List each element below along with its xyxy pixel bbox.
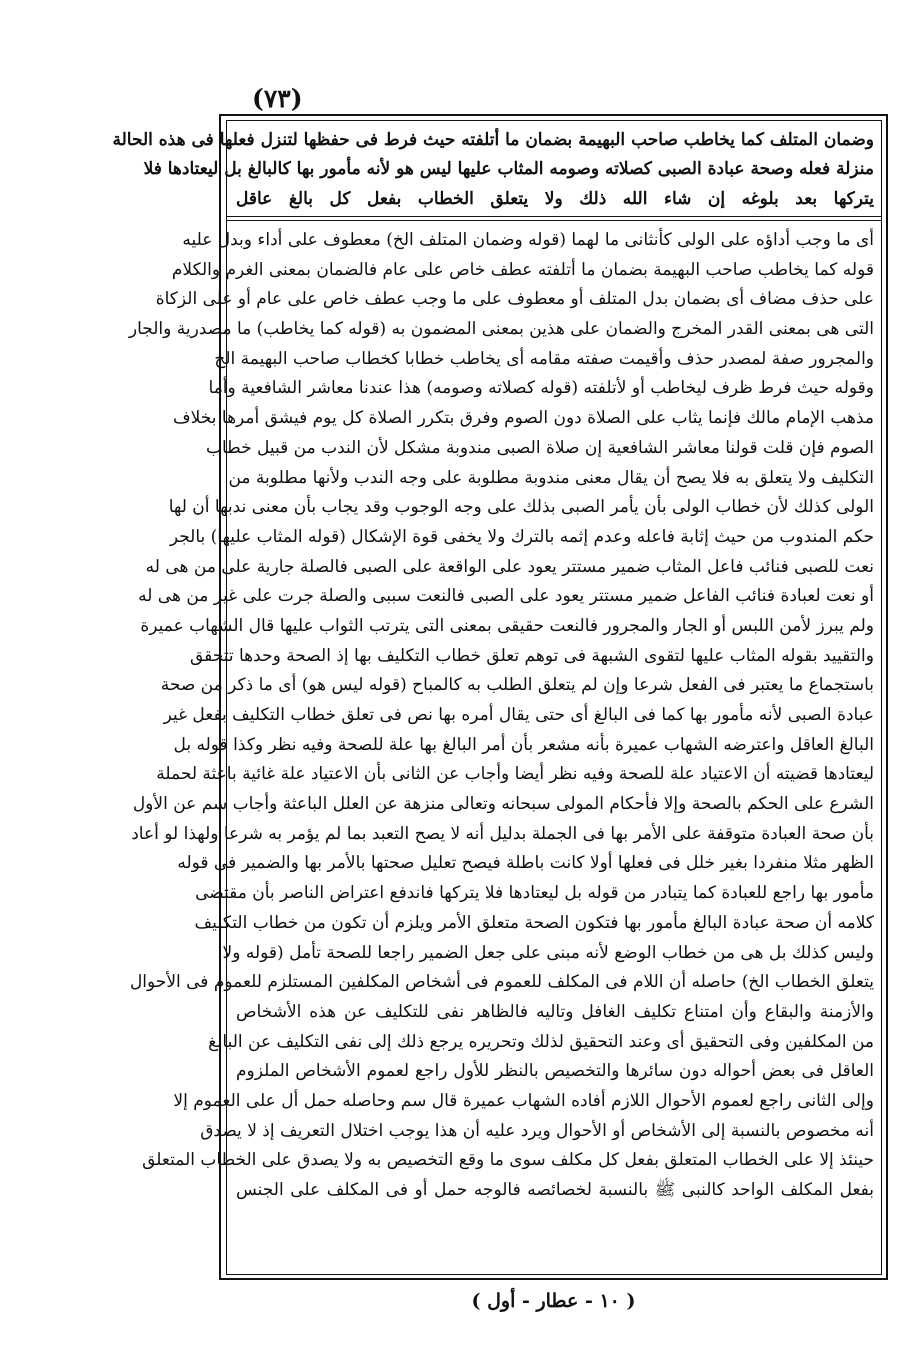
commentary-line: التكليف ولا يتعلق به فلا يصح أن يقال معنى مندوبة مطلوبة على وجه الندب ولأنها مطلوبة من xyxy=(228,467,874,488)
commentary-line: وقوله حيث فرط ظرف ليخاطب أو لأتلفته (قوله كصلاته وصومه) هذا عندنا معاشر الشافعية وأما xyxy=(208,378,874,399)
commentary-line: والتقييد بقوله المثاب عليها لتقوى الشبهة فى توهم تعلق خطاب التكليف بها إذ الصحة وحدها تتحقق xyxy=(189,645,874,666)
commentary-line: كلامه أن صحة عبادة البالغ مأمور بها فتكون الصحة متعلق الأمر ويلزم أن تكون من خطاب التكليف xyxy=(194,912,874,933)
commentary-text xyxy=(128,226,874,1235)
commentary-line: حينئذ إلا على الخطاب المتعلق بفعل كل مكلف سوى ما وقع التخصيص به ولا يصدق على الخطاب المتعلق xyxy=(142,1150,874,1171)
commentary-line: عبادة الصبى لأنه مأمور بها كما فى البالغ أى حتى يقال أمره بها نص فى تعلق خطاب التكليف بفعل غير xyxy=(163,705,874,725)
commentary-line: وليس كذلك بل هى من خطاب الوضع لأنه مبنى على جعل الضمير راجعا للصحة تأمل (قوله ولا xyxy=(222,942,874,963)
commentary-line: باستجماع ما يعتبر فى الفعل شرعا وإن لم يتعلق الطلب به كالمباح (قوله ليس هو) أى ما ذكر من صحة xyxy=(160,675,874,696)
commentary-line: الصوم فإن قلت قولنا معاشر الشافعية إن صلاة الصبى مندوبة مشكل لأن الندب من قبيل خطاب xyxy=(205,437,874,458)
commentary-line: على حذف مضاف أى بضمان بدل المتلف أو معطوف على ما وجب عطف خاص على عام أو على الزكاة xyxy=(155,289,874,310)
section-divider xyxy=(226,216,882,217)
section-divider xyxy=(226,220,882,221)
main-text-line: وضمان المتلف كما يخاطب صاحب البهيمة بضمان ما أتلفته حيث فرط فى حفظها لتنزل فعلها فى هذه الحالة xyxy=(112,130,874,150)
commentary-line: بفعل المكلف الواحد كالنبى ﷺ بالنسبة لخصائصه فالوجه حمل أو فى المكلف على الجنس xyxy=(236,1180,874,1200)
commentary-line: الولى كذلك لأن خطاب الولى بأن يأمر الصبى بذلك على وجه الوجوب وقد يجاب بأن معنى ندبها أن لها xyxy=(168,497,874,518)
commentary-line: نعت للصبى فنائب فاعل المثاب ضمير مستتر يعود على الواقعة على الصبى فالصلة جارية على من هى له xyxy=(145,556,874,577)
commentary-line: قوله كما يخاطب صاحب البهيمة بضمان ما أتلفته عطف خاص على عام فالضمان بمعنى الغرم والكلام xyxy=(171,259,874,280)
commentary-line: أنه مخصوص بالنسبة إلى الأشخاص أو الأحوال ويرد عليه أن هذا يوجب اختلال التعريف إذ لا يصدق xyxy=(200,1120,874,1141)
commentary-line: الشرع على الحكم بالصحة وإلا فأحكام المولى سبحانه وتعالى منزهة عن العلل الباعثة وأجاب سم عن الأول xyxy=(132,794,874,815)
page-footer-signature: ( ١٠ - عطار - أول ) xyxy=(471,1290,636,1312)
commentary-line: حكم المندوب من حيث إثابة فاعله وعدم إثمه بالترك ولا يخفى قوة الإشكال (قوله المثاب عليها) بالجر xyxy=(169,526,874,547)
main-text-line: يتركها بعد بلوغه إن شاء الله ذلك ولا يتعلق الخطاب بفعل كل بالغ عاقل xyxy=(236,188,874,209)
commentary-line: مذهب الإمام مالك فإنما يثاب على الصلاة دون الصوم وفرق بتكرر الصلاة كل يوم فيشق أمرها بخلاف xyxy=(173,408,874,429)
commentary-line: بأن صحة العبادة متوقفة على الأمر بها فى الجملة بدليل أنه لا يصح التعبد بما لم يؤمر به شرعا ولهذا لو أعاد xyxy=(131,823,874,844)
commentary-line: التى هى بمعنى القدر المخرج والضمان على هذين بمعنى المضمون به (قوله كما يخاطب) ما مصدرية والجار xyxy=(128,319,874,340)
commentary-line xyxy=(236,1206,874,1236)
main-text xyxy=(112,126,874,214)
commentary-line: والمجرور صفة لمصدر حذف وأقيمت صفته مقامه أى يخاطب خطابا كخطاب صاحب البهيمة الخ xyxy=(214,348,874,369)
commentary-line: أو نعت لعبادة فنائب الفاعل ضمير مستتر يعود على الصبى فالنعت سببى والصلة جرت على غير من هى له xyxy=(138,586,874,607)
commentary-line: أى ما وجب أداؤه على الولى كأنثانى ما لهما (قوله وضمان المتلف الخ) معطوف على أداء وبدل عليه xyxy=(182,230,874,250)
commentary-line: والأزمنة والبقاع وأن امتناع تكليف الغافل وتاليه فالظاهر نفى للتكليف عن هذه الأشخاص xyxy=(236,1001,874,1022)
page-number: (۷۳) xyxy=(252,84,303,113)
commentary-line: العاقل فى بعض أحواله دون سائرها والتخصيص بالنظر للأول راجع لعموم الأشخاص الملزوم xyxy=(236,1061,874,1082)
commentary-line: من المكلفين وفى التحقيق أى وعند التحقيق لذلك وتحريره يرجع ذلك إلى نفى التكليف عن البالغ xyxy=(208,1031,874,1052)
main-text-line: منزلة فعله وصحة عبادة الصبى كصلاته وصومه المثاب عليها ليس هو لأنه مأمور بها كالبالغ بل ليعتادها فلا xyxy=(143,159,874,180)
commentary-line: يتعلق الخطاب الخ) حاصله أن اللام فى المكلف للعموم فى أشخاص المكلفين المستلزم للعموم فى الأحوال xyxy=(129,972,874,993)
commentary-line: ليعتادها قضيته أن الاعتياد علة للصحة وفيه نظر أيضا وأجاب عن الثانى بأن الاعتياد علة غائية باعثة لحملة xyxy=(156,764,874,785)
commentary-line: الظهر مثلا منفردا بغير خلل فى فعلها أولا كانت باطلة فيصح تعليل صحتها بالأمر بها والضمير فى قوله xyxy=(177,853,874,874)
commentary-line: البالغ العاقل واعترضه الشهاب عميرة بأنه مشعر بأن أمر البالغ بها علة للصحة وفيه نظر وكذا قوله بل xyxy=(173,734,874,755)
commentary-line: وإلى الثانى راجع لعموم الأحوال اللازم أفاده الشهاب عميرة قال سم وحاصله حمل أل على العموم إلا xyxy=(173,1090,874,1111)
commentary-line: ولم يبرز لأمن اللبس أو الجار والمجرور فالنعت حقيقى بمعنى التى يترتب الثواب عليها قال الشهاب عميرة xyxy=(140,615,874,636)
commentary-line: مأمور بها راجع للعبادة كما يتبادر من قوله بل ليعتادها فلا يتركها فاندفع اعتراض الناصر بأن مقتضى xyxy=(195,883,874,904)
